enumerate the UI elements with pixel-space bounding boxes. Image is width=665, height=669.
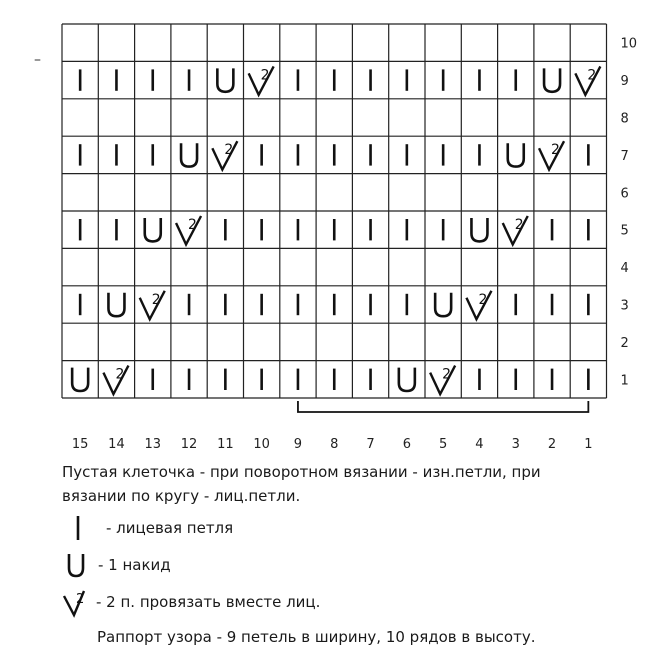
column-label: 11 [217,437,234,452]
row-label: 5 [620,223,629,239]
legend-yarn-over [62,549,171,581]
column-label: 12 [180,437,198,452]
column-label: 7 [366,437,375,452]
column-label: 4 [475,437,484,452]
row-label: 3 [620,298,629,314]
yarn-over [508,143,524,166]
row-label: 4 [620,261,629,277]
column-label: 5 [439,437,448,452]
row-label: 7 [620,148,629,164]
k2tog-number: 2 [587,67,597,84]
column-label: 15 [71,437,89,452]
legend-knit-label: - лицевая петля [106,519,234,537]
column-label: 8 [330,437,339,452]
column-label: 6 [402,437,411,452]
legend-knit [70,512,233,544]
column-label: 3 [511,437,520,452]
k2tog-number: 2 [551,142,560,159]
k2tog-number: 2 [442,366,452,383]
row-label: 8 [620,111,629,127]
yarn-over [399,368,415,391]
row-label: 9 [620,74,629,90]
yarn-over-icon [62,549,92,581]
column-label: 10 [253,437,270,452]
stray-dash: – [34,52,41,68]
repeat-bracket [298,401,588,412]
yarn-over [181,143,197,166]
k2tog-number: 2 [260,67,270,84]
knit-stitch-icon [70,512,100,544]
k2tog-number: 2 [115,366,125,383]
k2tog-number: 2 [151,291,161,308]
k2tog-number: 2 [224,142,234,159]
legend-k2tog-label: - 2 п. провязать вместе лиц. [96,593,321,611]
empty-cell-note-line2: вязании по кругу - лиц.петли. [62,487,301,505]
yarn-over [145,218,161,241]
column-label: 2 [547,437,557,452]
svg-text:2: 2 [76,592,85,607]
yarn-over [544,68,560,91]
legend-yarn-over-label: - 1 накид [98,556,171,574]
yarn-over [108,293,124,316]
repeat-note: Раппорт узора - 9 петель в ширину, 10 рядов в высоту. [97,628,536,646]
column-label: 1 [584,437,593,452]
column-label: 13 [144,437,162,452]
legend-k2tog [60,586,320,618]
empty-cell-note-line1: Пустая клеточка - при поворотном вязании - изн.петли, при [62,463,541,481]
column-label: 14 [108,437,125,452]
yarn-over [471,218,487,241]
yarn-over [72,368,88,391]
k2tog-number: 2 [188,217,197,233]
column-label: 9 [293,437,303,452]
row-label: 10 [620,36,638,52]
yarn-over [217,68,233,91]
row-label: 2 [620,335,629,351]
k2tog-number: 2 [478,291,488,308]
yarn-over [435,293,451,316]
row-label: 6 [620,186,629,202]
row-label: 1 [620,373,629,389]
k2tog-icon [60,586,90,618]
k2tog-number: 2 [514,217,524,233]
